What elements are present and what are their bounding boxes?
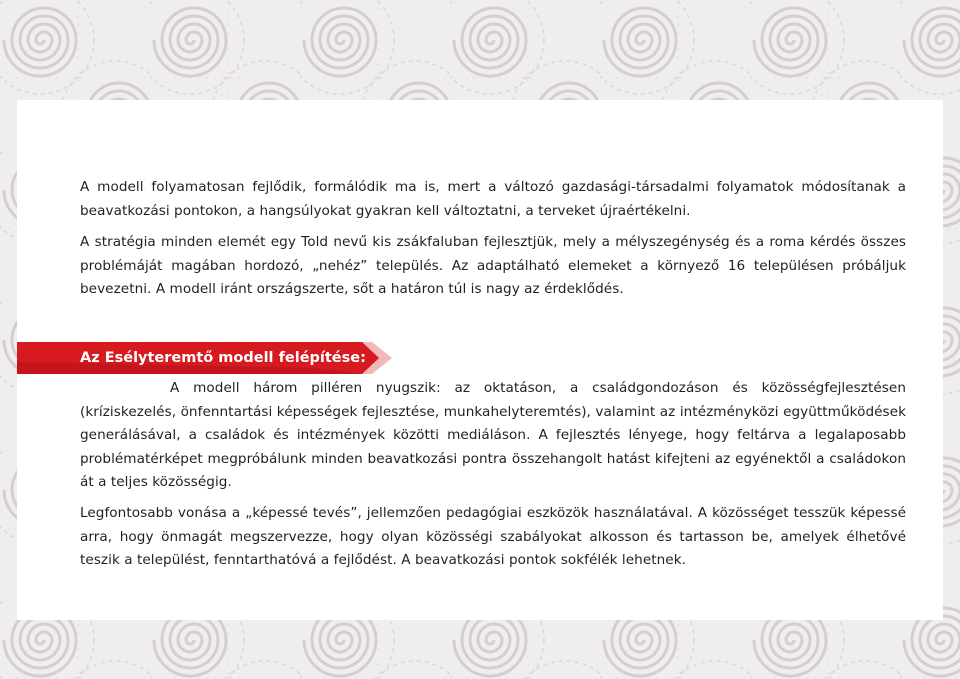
paragraph-intro-1: A modell folyamatosan fejlődik, formálódik ma is, mert a változó gazdasági-társadalmi folyamatok módosítanak a beavatkozási pontokon, a hangsúlyokat gyakran kell változtatni, a terveket újraértékelni.	[80, 179, 906, 219]
content-page	[17, 100, 943, 620]
section-title: Az Esélyteremtő modell felépítése:	[80, 350, 366, 366]
paragraph-intro-2: A stratégia minden elemét egy Told nevű kis zsákfaluban fejlesztjük, mely a mélyszegénység és a roma kérdés összes problémáját magában hordozó, „nehéz” település. Az adaptálható elemeket a környező 16 településen próbáljuk bevezetni. A modell iránt országszerte, sőt a határon túl is nagy az érdeklődés.	[80, 234, 906, 297]
section-heading-banner	[17, 342, 392, 374]
paragraph-structure-2: Legfontosabb vonása a „képessé tevés”, jellemzően pedagógiai eszközök használatával. A közösséget tesszük képessé arra, hogy önmagát megszervezze, hogy olyan közösségi szabályokat alkosson és tartasson be, amelyek élhetővé teszik a települést, fenntarthatóvá a fejlődést. A beavatkozási pontok sokfélék lehetnek.	[80, 505, 906, 568]
paragraph-structure-1: A modell három pilléren nyugszik: az oktatáson, a családgondozáson és közösségfejlesztésen (kríziskezelés, önfenntartási képességek fejlesztése, munkahelyteremtés), valamint az intézményközi együttműködések generálásával, a családok és intézmények közötti mediáláson. A fejlesztés lényege, hogy feltárva a legalaposabb problématérképet megpróbálunk minden beavatkozási pontra összehangolt hatást kifejteni az egyénektől a családokon át a teljes közösségig.	[80, 380, 906, 490]
